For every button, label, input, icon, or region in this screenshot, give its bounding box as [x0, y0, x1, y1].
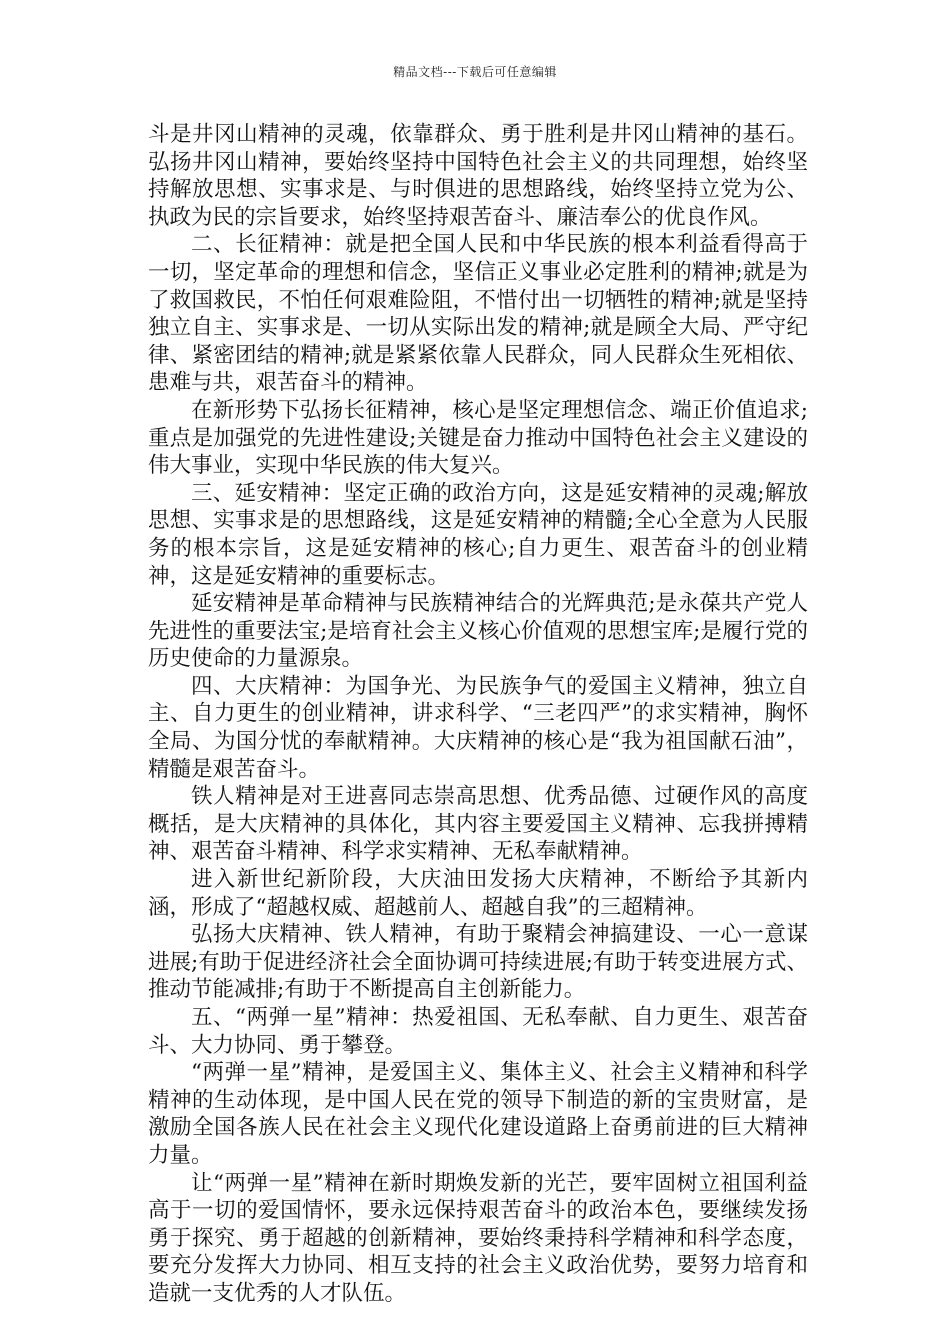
document-body	[148, 121, 808, 1308]
paragraph-tieren: 铁人精神是对王进喜同志崇高思想、优秀品德、过硬作风的高度概括，是大庆精神的具体化，其内容主要爱国主义精神、忘我拼搏精神、艰苦奋斗精神、科学求实精神、无私奉献精神。	[148, 784, 808, 865]
paragraph-liangdan-yixing: 五、“两弹一星”精神：热爱祖国、无私奉献、自力更生、艰苦奋斗、大力协同、勇于攀登。	[148, 1005, 808, 1058]
paragraph-new-century: 进入新世纪新阶段，大庆油田发扬大庆精神，不断给予其新内涵，形成了“超越权威、超越前人、超越自我”的三超精神。	[148, 867, 808, 920]
paragraph-daqing-promote: 弘扬大庆精神、铁人精神，有助于聚精会神搞建设、一心一意谋进展;有助于促进经济社会全面协调可持续进展;有助于转变进展方式、推动节能减排;有助于不断提高自主创新能力。	[148, 922, 808, 1003]
paragraph-changzheng-new-era: 在新形势下弘扬长征精神，核心是坚定理想信念、端正价值追求;重点是加强党的先进性建设;关键是奋力推动中国特色社会主义建设的伟大事业，实现中华民族的伟大复兴。	[148, 397, 808, 479]
paragraph-liangdan-yixing-new-era: 让“两弹一星”精神在新时期焕发新的光芒，要牢固树立祖国利益高于一切的爱国情怀，要永远保持艰苦奋斗的政治本色，要继续发扬勇于探究、勇于超越的创新精神，要始终秉持科学精神和科学态度，要充分发挥大力协同、相互支持的社会主义政治优势，要努力培育和造就一支优秀的人才队伍。	[148, 1170, 808, 1306]
paragraph-liangdan-yixing-meaning: “两弹一星”精神，是爱国主义、集体主义、社会主义精神和科学精神的生动体现，是中国人民在党的领导下制造的新的宝贵财富，是激励全国各族人民在社会主义现代化建设道路上奋勇前进的巨大精神力量。	[148, 1060, 808, 1168]
paragraph-daqing: 四、大庆精神：为国争光、为民族争气的爱国主义精神，独立自主、自力更生的创业精神，讲求科学、“三老四严”的求实精神，胸怀全局、为国分忧的奉献精神。大庆精神的核心是“我为祖国献石油”，精髓是艰苦奋斗。	[148, 673, 808, 782]
paragraph-yanan: 三、延安精神：坚定正确的政治方向，这是延安精神的灵魂;解放思想、实事求是的思想路线，这是延安精神的精髓;全心全意为人民服务的根本宗旨，这是延安精神的核心;自力更生、艰苦奋斗的创业精神，这是延安精神的重要标志。	[148, 480, 808, 589]
paragraph-jinggangshan: 斗是井冈山精神的灵魂，依靠群众、勇于胜利是井冈山精神的基石。弘扬井冈山精神，要始终坚持中国特色社会主义的共同理想，始终坚持解放思想、实事求是、与时俱进的思想路线，始终坚持立党为公、执政为民的宗旨要求，始终坚持艰苦奋斗、廉洁奉公的优良作风。	[148, 122, 808, 230]
page-header: 精品文档---下载后可任意编辑	[393, 65, 557, 79]
paragraph-yanan-significance: 延安精神是革命精神与民族精神结合的光辉典范;是永葆共产党人先进性的重要法宝;是培育社会主义核心价值观的思想宝库;是履行党的历史使命的力量源泉。	[148, 591, 808, 672]
paragraph-changzheng: 二、长征精神：就是把全国人民和中华民族的根本利益看得高于一切，坚定革命的理想和信念，坚信正义事业必定胜利的精神;就是为了救国救民，不怕任何艰难险阻，不惜付出一切牺牲的精神;就是坚持独立自主、实事求是、一切从实际出发的精神;就是顾全大局、严守纪律、紧密团结的精神;就是紧紧依靠人民群众，同人民群众生死相依、患难与共，艰苦奋斗的精神。	[148, 232, 808, 396]
